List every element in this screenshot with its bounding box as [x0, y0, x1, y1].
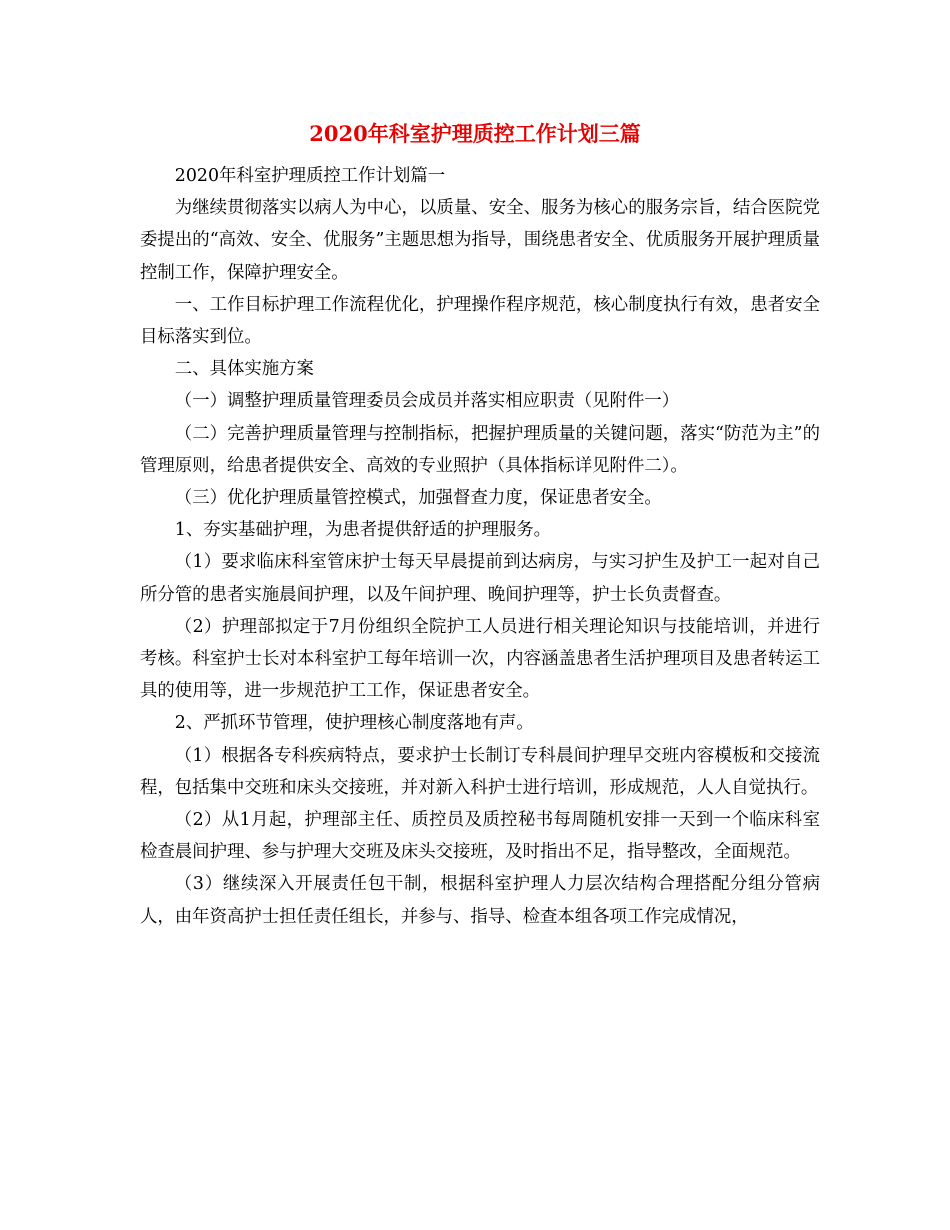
- document-title: 2020年科室护理质控工作计划三篇: [309, 121, 641, 146]
- document-body: [140, 160, 820, 933]
- paragraph: （2）护理部拟定于7月份组织全院护工人员进行相关理论知识与技能培训，并进行考核。科室护士长对本科室护工每年培训一次，内容涵盖患者生活护理项目及患者转运工具的使用等，进一步规范护工工作，保证患者安全。: [140, 616, 820, 702]
- paragraph: 1、夯实基础护理，为患者提供舒适的护理服务。: [174, 520, 552, 541]
- paragraph: （1）根据各专科疾病特点，要求护士长制订专科晨间护理早交班内容模板和交接流程，包括集中交班和床头交接班，并对新入科护士进行培训，形成规范，人人自觉执行。: [140, 745, 820, 798]
- paragraph: 一、工作目标护理工作流程优化，护理操作程序规范，核心制度执行有效，患者安全目标落实到位。: [140, 294, 820, 348]
- paragraph: （三）优化护理质量管控模式，加强督查力度，保证患者安全。: [174, 488, 662, 509]
- paragraph: 为继续贯彻落实以病人为中心，以质量、安全、服务为核心的服务宗旨，结合医院党委提出的“高效、安全、优服务”主题思想为指导，围绕患者安全、优质服务开展护理质量控制工作，保障护理安全。: [140, 198, 820, 283]
- paragraph: （一）调整护理质量管理委员会成员并落实相应职责（见附件一）: [174, 391, 680, 412]
- paragraph: （3）继续深入开展责任包干制，根据科室护理人力层次结构合理搭配分组分管病人，由年资高护士担任责任组长，并参与、指导、检查本组各项工作完成情况，: [140, 874, 820, 927]
- paragraph: （二）完善护理质量管理与控制指标，把握护理质量的关键问题，落实“防范为主”的管理原则，给患者提供安全、高效的专业照护（具体指标详见附件二）。: [140, 423, 820, 476]
- paragraph: （1）要求临床科室管床护士每天早晨提前到达病房，与实习护生及护工一起对自己所分管的患者实施晨间护理，以及午间护理、晚间护理等，护士长负责督查。: [140, 552, 820, 605]
- paragraph: 2、严抓环节管理，使护理核心制度落地有声。: [174, 713, 534, 734]
- paragraph: 二、具体实施方案: [174, 359, 314, 380]
- section-heading: 2020年科室护理质控工作计划篇一: [174, 166, 446, 186]
- paragraph: （2）从1月起，护理部主任、质控员及质控秘书每周随机安排一天到一个临床科室检查晨间护理、参与护理大交班及床头交接班，及时指出不足，指导整改，全面规范。: [140, 810, 820, 863]
